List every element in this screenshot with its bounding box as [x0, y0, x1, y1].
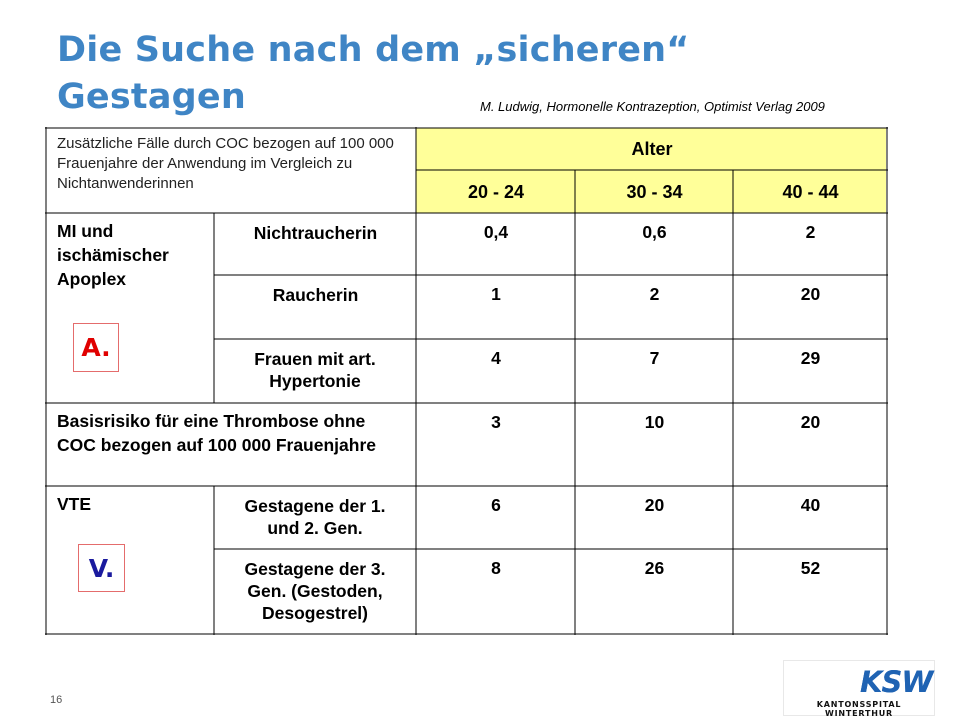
value-nichtraucherin-30-34: 0,6	[642, 222, 667, 242]
age-col-30-34: 30 - 34	[626, 181, 683, 202]
value-baseline-20-24: 3	[491, 412, 501, 432]
value-baseline-40-44: 20	[800, 412, 821, 432]
marker-v: V.	[78, 544, 125, 592]
ksw-logo-text: KANTONSSPITAL WINTERTHUR	[816, 700, 902, 718]
value-gen12-40-44: 40	[800, 495, 821, 515]
age-header: Alter	[631, 139, 673, 159]
ksw-logo	[783, 660, 935, 716]
value-hypertonie-20-24: 4	[491, 348, 501, 368]
value-hypertonie-40-44: 29	[800, 348, 821, 368]
age-col-20-24: 20 - 24	[467, 181, 525, 202]
table-note: Zusätzliche Fälle durch COC bezogen auf 100 000 Frauenjahre der Anwendung im Vergleich zu Nichtanwenderinnen	[57, 135, 394, 192]
citation: M. Ludwig, Hormonelle Kontrazeption, Optimist Verlag 2009	[480, 99, 825, 114]
value-gen3-40-44: 52	[800, 558, 821, 578]
risk-table	[45, 127, 888, 635]
ksw-logo-mark: KSW	[860, 665, 933, 699]
row-label-gestagene-1-2-gen: Gestagene der 1. und 2. Gen.	[244, 496, 386, 538]
value-gen3-20-24: 8	[491, 558, 501, 578]
value-gen3-30-34: 26	[644, 558, 665, 578]
value-hypertonie-30-34: 7	[649, 348, 660, 368]
value-nichtraucherin-20-24: 0,4	[483, 222, 509, 242]
section-a-label: MI und ischämischer Apoplex	[57, 221, 169, 289]
row-label-hypertonie: Frauen mit art. Hypertonie	[254, 349, 376, 391]
row-label-raucherin: Raucherin	[272, 285, 359, 305]
value-raucherin-40-44: 20	[800, 284, 821, 304]
row-label-nichtraucherin: Nichtraucherin	[253, 223, 378, 243]
marker-a: A.	[73, 323, 119, 372]
slide-title-line-1: Die Suche nach dem „sicheren“	[57, 30, 690, 70]
page-number: 16	[50, 694, 63, 706]
row-label-gestagene-3-gen: Gestagene der 3. Gen. (Gestoden, Desogestrel)	[244, 559, 386, 623]
value-raucherin-30-34: 2	[649, 284, 660, 304]
value-raucherin-20-24: 1	[491, 284, 501, 304]
baseline-label: Basisrisiko für eine Thrombose ohne COC bezogen auf 100 000 Frauenjahre	[57, 411, 376, 455]
value-gen12-20-24: 6	[491, 495, 501, 515]
value-nichtraucherin-40-44: 2	[805, 222, 816, 242]
age-col-40-44: 40 - 44	[782, 181, 839, 202]
slide-title-line-2: Gestagen	[57, 77, 246, 117]
value-gen12-30-34: 20	[644, 495, 665, 515]
section-v-label: VTE	[57, 494, 92, 514]
value-baseline-30-34: 10	[644, 412, 665, 432]
